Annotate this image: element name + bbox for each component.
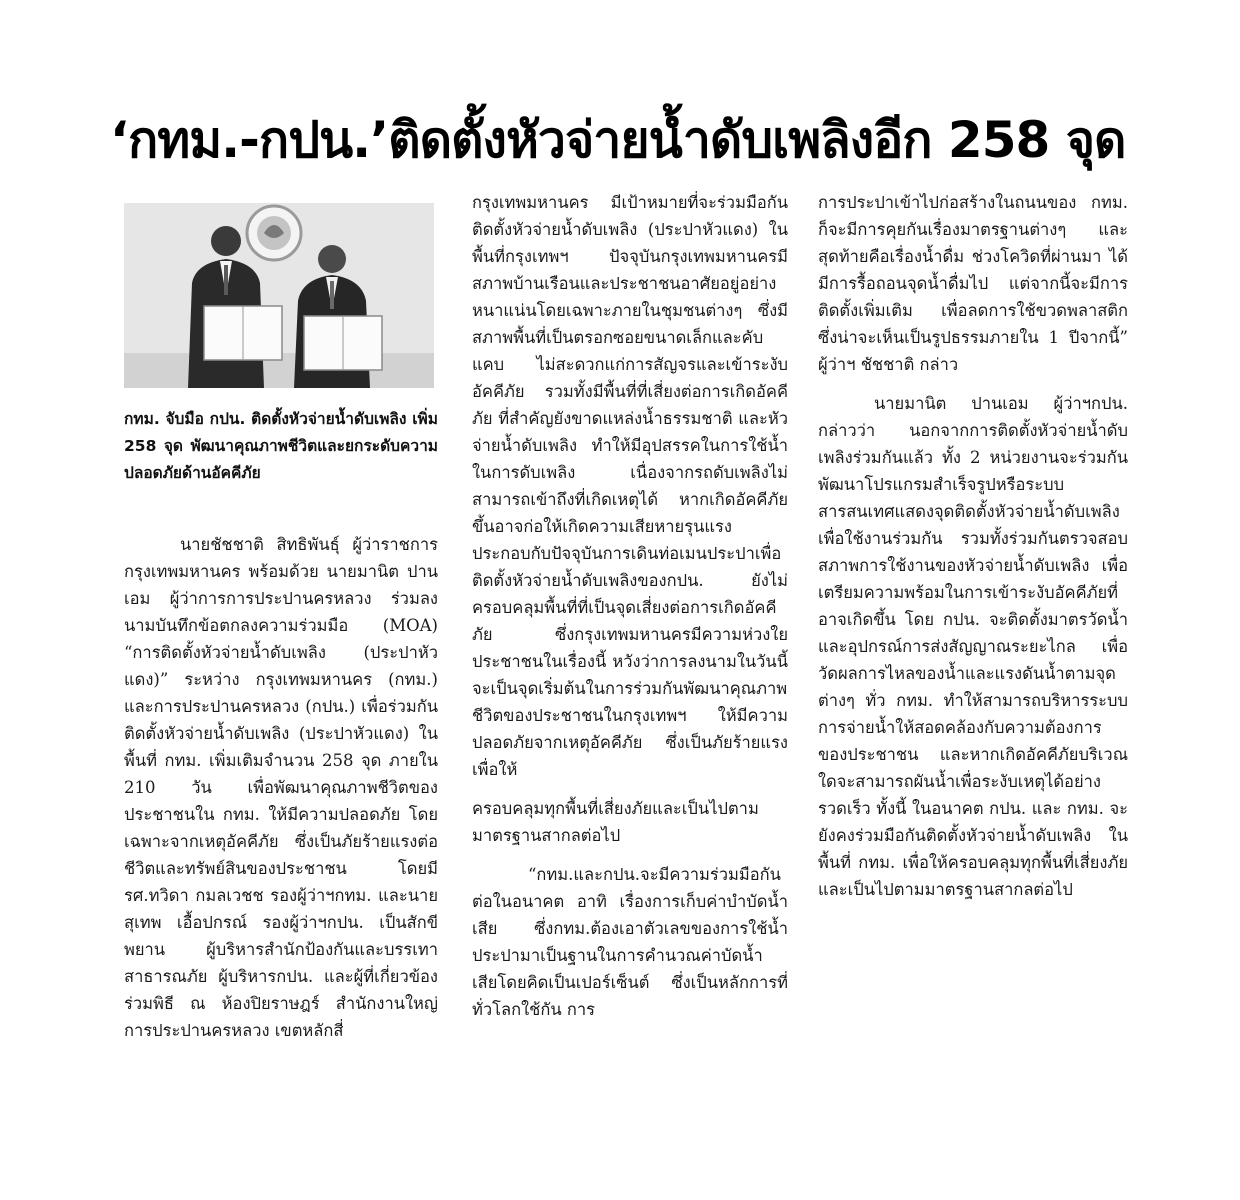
ceremony-photo	[124, 203, 434, 388]
photo-caption: กทม. จับมือ กปน. ติดตั้งหัวจ่ายน้ำดับเพลิง เพิ่ม 258 จุด พัฒนาคุณภาพชีวิตและยกระดับความปลอดภัยด้านอัคคีภัย	[124, 410, 438, 482]
article-column-1	[124, 531, 438, 1200]
paragraph: กรุงเทพมหานคร มีเป้าหมายที่จะร่วมมือกันติดตั้งหัวจ่ายน้ำดับเพลิง (ประปาหัวแดง) ในพื้นที่กรุงเทพฯ ปัจจุบันกรุงเทพมหานครมีสภาพบ้านเรือนและประชาชนอาศัยอยู่อย่างหนาแน่นโดยเฉพาะภายในชุมชนต่างๆ ซึ่งมีสภาพพื้นที่เป็นตรอกซอยขนาดเล็กและคับแคบ ไม่สะดวกแก่การสัญจรและเข้าระงับอัคคีภัย รวมทั้งมีพื้นที่ที่เสี่ยงต่อการเกิดอัคคีภัย ที่สำคัญยังขาดแหล่งน้ำธรรมชาติ และหัวจ่ายน้ำดับเพลิง ทำให้มีอุปสรรคในการใช้น้ำในการดับเพลิง เนื่องจากรถดับเพลิงไม่สามารถเข้าถึงที่เกิดเหตุได้ หากเกิดอัคคีภัยขึ้นอาจก่อให้เกิดความเสียหายรุนแรง ประกอบกับปัจจุบันการเดินท่อเมนประปาเพื่อติดตั้งหัวจ่ายน้ำดับเพลิงของกปน. ยังไม่ครอบคลุมพื้นที่ที่เป็นจุดเสี่ยงต่อการเกิดอัคคีภัย ซึ่งกรุงเทพมหานครมีความห่วงใยประชาชนในเรื่องนี้ หวังว่าการลงนามในวันนี้ จะเป็นจุดเริ่มต้นในการร่วมกันพัฒนาคุณภาพชีวิตของประชาชนในกรุงเทพฯ ให้มีความปลอดภัยจากเหตุอัคคีภัย ซึ่งเป็นภัยร้ายแรง เพื่อให้	[472, 193, 788, 779]
paragraph: “กทม.และกปน.จะมีความร่วมมือกันต่อในอนาคต อาทิ เรื่องการเก็บค่าบำบัดน้ำเสีย ซึ่งกทม.ต้องเอาตัวเลขของการใช้น้ำประปามาเป็นฐานในการคำนวณค่าบัดน้ำเสียโดยคิดเป็นเปอร์เซ็นต์ ซึ่งเป็นหลักการที่ทั่วโลกใช้กัน การ	[472, 865, 788, 1019]
paragraph: นายชัชชาติ สิทธิพันธุ์ ผู้ว่าราชการกรุงเทพมหานคร พร้อมด้วย นายมานิต ปานเอม ผู้ว่าการการประปานครหลวง ร่วมลงนามบันทึกข้อตกลงความร่วมมือ (MOA) “การติดตั้งหัวจ่ายน้ำดับเพลิง (ประปาหัวแดง)” ระหว่าง กรุงเทพมหานคร (กทม.) และการประปานครหลวง (กปน.) เพื่อร่วมกันติดตั้งหัวจ่ายน้ำดับเพลิง (ประปาหัวแดง) ในพื้นที่ กทม. เพิ่มเติมจำนวน 258 จุด ภายใน 210 วัน เพื่อพัฒนาคุณภาพชีวิตของประชาชนใน กทม. ให้มีความปลอดภัย โดยเฉพาะจากเหตุอัคคีภัย ซึ่งเป็นภัยร้ายแรงต่อชีวิตและทรัพย์สินของประชาชน โดยมี รศ.ทวิดา กมลเวชช รองผู้ว่าฯกทม. และนายสุเทพ เอื้อปกรณ์ รองผู้ว่าฯกปน. เป็นสักขีพยาน ผู้บริหารสำนักป้องกันและบรรเทาสาธารณภัย ผู้บริหารกปน. และผู้ที่เกี่ยวข้อง ร่วมพิธี ณ ห้องปิยราษฎร์ สำนักงานใหญ่ การประปานครหลวง เขตหลักสี่	[124, 535, 438, 1040]
article-headline: ‘กทม.-กปน.’ติดตั้งหัวจ่ายน้ำดับเพลิงอีก 258 จุด	[110, 111, 1126, 169]
paragraph: นายมานิต ปานเอม ผู้ว่าฯกปน. กล่าวว่า นอกจากการติดตั้งหัวจ่ายน้ำดับเพลิงร่วมกันแล้ว ทั้ง 2 หน่วยงานจะร่วมกันพัฒนาโปรแกรมสำเร็จรูปหรือระบบสารสนเทศแสดงจุดติดตั้งหัวจ่ายน้ำดับเพลิงเพื่อใช้งานร่วมกัน รวมทั้งร่วมกันตรวจสอบสภาพการใช้งานของหัวจ่ายน้ำดับเพลิง เพื่อเตรียมความพร้อมในการเข้าระงับอัคคีภัยที่อาจเกิดขึ้น โดย กปน. จะติดตั้งมาตรวัดน้ำและอุปกรณ์การส่งสัญญาณระยะไกล เพื่อวัดผลการไหลของน้ำและแรงดันน้ำตามจุดต่างๆ ทั่ว กทม. ทำให้สามารถบริหารระบบการจ่ายน้ำให้สอดคล้องกับความต้องการของประชาชน และหากเกิดอัคคีภัยบริเวณใดจะสามารถผันน้ำเพื่อระงับเหตุได้อย่างรวดเร็ว ทั้งนี้ ในอนาคต กปน. และ กทม. จะยังคงร่วมมือกันติดตั้งหัวจ่ายน้ำดับเพลิง ในพื้นที่ กทม. เพื่อให้ครอบคลุมทุกพื้นที่เสี่ยงภัยและเป็นไปตามมาตรฐานสากลต่อไป	[818, 394, 1128, 899]
paragraph: การประปาเข้าไปก่อสร้างในถนนของ กทม. ก็จะมีการคุยกันเรื่องมาตรฐานต่างๆ และสุดท้ายคือเรื่องน้ำดื่ม ช่วงโควิดที่ผ่านมา ได้มีการรื้อถอนจุดน้ำดื่มไป แต่จากนี้จะมีการติดตั้งเพิ่มเติม เพื่อลดการใช้ขวดพลาสติก ซึ่งน่าจะเห็นเป็นรูปธรรมภายใน 1 ปีจากนี้” ผู้ว่าฯ ชัชชาติ กล่าว	[818, 193, 1128, 374]
article-column-2	[472, 189, 788, 1200]
paragraph: ครอบคลุมทุกพื้นที่เสี่ยงภัยและเป็นไปตามมาตรฐานสากลต่อไป	[472, 799, 759, 845]
article-column-3	[818, 189, 1128, 903]
